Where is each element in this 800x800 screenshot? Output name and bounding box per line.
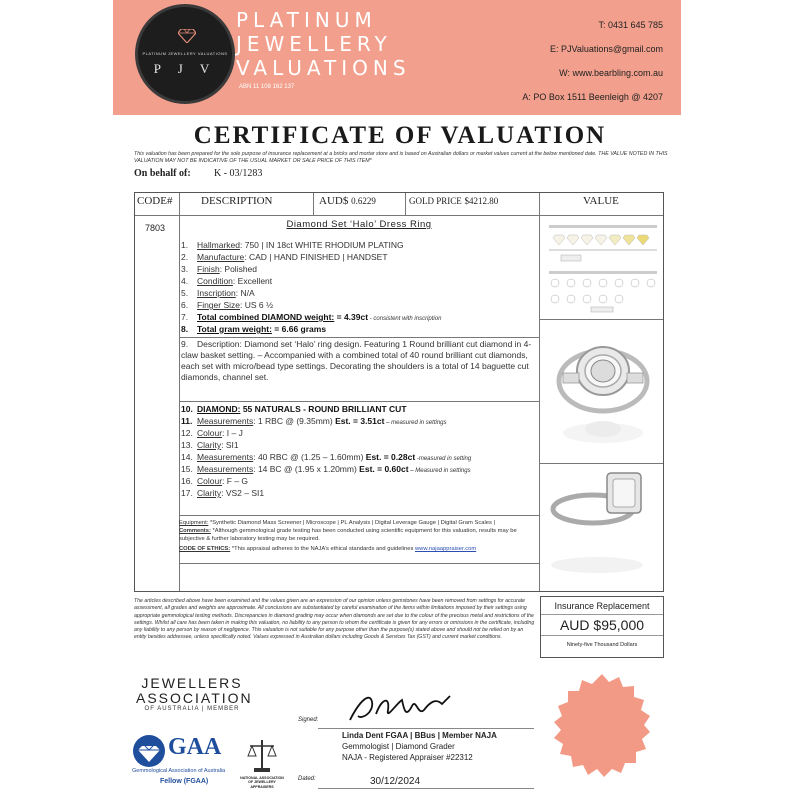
col-divider: [539, 193, 540, 591]
dated-label: Dated:: [298, 776, 316, 782]
jewellers-association-logo: [136, 675, 253, 712]
list-item: 11. Measurements: 1 RBC @ (9.35mm) Est. = 3.51ct – measured in settings: [181, 416, 447, 426]
list-item: 13. Clarity: SI1: [181, 440, 239, 450]
list-item: 2. Manufacture: CAD | HAND FINISHED | HANDSET: [181, 252, 388, 262]
list-item: 16. Colour: F – G: [181, 476, 249, 486]
gold-value: $4212.80: [464, 196, 499, 206]
insurance-label: Insurance Replacement: [554, 601, 650, 611]
header-banner: [113, 0, 681, 115]
list-item: 14. Measurements: 40 RBC @ (1.25 – 1.60mm) Est. = 0.28ct -measured in setting: [181, 452, 472, 462]
value-divider: [539, 319, 663, 320]
aud-label: AUD$: [319, 195, 349, 207]
brand-line-3: VALUATIONS: [236, 56, 411, 80]
list-item: 7. Total combined DIAMOND weight: = 4.39ct - consistent with inscription: [181, 312, 442, 322]
list-item: 10. DIAMOND: 55 NATURALS - ROUND BRILLIANT CUT: [181, 404, 407, 414]
ja-line-3: OF AUSTRALIA | MEMBER: [144, 706, 240, 712]
section-divider: [179, 401, 539, 402]
gaa-fellow: Fellow (FGAA): [160, 778, 209, 785]
aud-value: 0.6229: [351, 196, 376, 206]
valuation-date: 30/12/2024: [370, 776, 421, 787]
behalf-label: On behalf of:: [134, 168, 191, 179]
brand-line-1: PLATINUM: [236, 8, 377, 32]
comments-note: Comments: *Although gemmological grade testing has been conducted using scientific equipment for this valuation, results may be subjective & further laboratory testing may be required.: [179, 528, 517, 542]
section-divider: [179, 563, 539, 564]
seal-stamp-icon: [546, 672, 658, 784]
contact-address: A: PO Box 1511 Beenleigh @ 4207: [522, 92, 663, 102]
signed-label: Signed:: [298, 717, 319, 723]
section-divider: [179, 515, 539, 516]
logo-small-text: PLATINUM JEWELLERY VALUATIONS: [142, 51, 228, 56]
header-aud: [319, 195, 376, 207]
ja-line-1: JEWELLERS: [141, 675, 243, 691]
header-gold: [409, 195, 498, 207]
abn-number: ABN 11 108 162 137: [239, 84, 295, 90]
disclaimer-text: The articles described above have been examined and the values given are an expression of our opinion unless gemstones have been removed from settings for accurate assessment, all grades and weights are approximate. All conclusions are substantiated by careful examination of the items within limitations imposed by their settings using appropriate gemmological testing methods. Discrepancies in diamond grading may occur when diamonds are set due to the colour of the precious metal and restrictions of the settings. Whilst all care has been taken in making this valuation, no liability to any person to whom the certificate is given for any errors or omissions in the certificate, including any liability to any person by reason of negligence. This valuation is not suitable for any purpose other than the purpose(s) stated above and should not be relied on by an entity besides addressee, unless specifically noted. Values expressed in Australian dollars including Goods & Services Tax (GST) and current market conditions.: [134, 598, 535, 641]
brand-line-2: JEWELLERY: [236, 32, 392, 56]
header-divider: [135, 215, 663, 216]
list-item: 15. Measurements: 14 BC @ (1.95 x 1.20mm) Est. = 0.60ct – Measured in settings: [181, 464, 471, 474]
signer-name: Linda Dent FGAA | BBus | Member NAJA: [342, 731, 497, 740]
intro-text: This valuation has been prepared for the sole purpose of insurance replacement at a bricks and mortar store and is based on Australian dollars or market values current at the below mentioned date. THE VALUE NOTED IN THIS VALUATION MAY NOT BE INDICATIVE OF THE USUAL MARKET OR SALE PRICE OF THIS ITEM*: [134, 151, 668, 164]
equipment-note: Equipment: *Synthetic Diamond Mass Screener | Microscope | PL Analysis | Digital Leverage Gauge | Digital Gram Scales |: [179, 520, 495, 526]
list-item: 8. Total gram weight: = 6.66 grams: [181, 324, 327, 334]
list-item: 17. Clarity: VS2 – SI1: [181, 488, 265, 498]
naja-sub: NATIONAL ASSOCIATION OF JEWELLERY APPRAISERS: [240, 776, 284, 789]
item-title: Diamond Set ‘Halo’ Dress Ring: [286, 219, 432, 230]
naja-link[interactable]: www.najaappraiser.com: [414, 546, 477, 552]
pjv-logo: [135, 4, 235, 104]
signer-role-1: Gemmologist | Diamond Grader: [342, 742, 455, 751]
insurance-words: Ninety-five Thousand Dollars: [566, 642, 638, 648]
list-item: 3. Finish: Polished: [181, 264, 258, 274]
contact-email[interactable]: E: PJValuations@gmail.com: [549, 44, 663, 54]
col-divider: [405, 193, 406, 215]
grading-scale-chart: [541, 219, 665, 315]
behalf-value: K - 03/1283: [214, 168, 263, 179]
signature-graphic: [346, 690, 456, 728]
list-item: 4. Condition: Excellent: [181, 276, 273, 286]
signer-role-2: NAJA - Registered Appraiser #22312: [342, 753, 473, 762]
list-item: 12. Colour: I – J: [181, 428, 243, 438]
date-line: [318, 788, 534, 789]
col-divider: [313, 193, 314, 215]
gold-label: GOLD PRICE: [409, 196, 462, 206]
signature-line: [318, 728, 534, 729]
ring-photo-top: [541, 321, 665, 461]
gaa-gem-icon: [132, 734, 166, 768]
diamond-icon: [178, 29, 196, 43]
list-item: 1. Hallmarked: 750 | IN 18ct WHITE RHODIUM PLATING: [181, 240, 404, 250]
item-code: 7803: [145, 223, 166, 233]
contact-phone: T: 0431 645 785: [598, 20, 663, 30]
brand-name: [236, 8, 411, 80]
valuation-table: [134, 192, 664, 592]
ring-photo-side: [541, 465, 665, 591]
ethics-note: CODE OF ETHICS: *This appraisal adheres to the NAJA’s ethical standards and guidelines www.najaappraiser.com: [179, 546, 477, 552]
gaa-sub: Gemmological Association of Australia: [132, 768, 226, 774]
certificate-title: CERTIFICATE OF VALUATION: [193, 122, 607, 149]
ja-line-2: ASSOCIATION: [136, 690, 253, 706]
logo-letters: P J V: [153, 61, 217, 76]
section-divider: [179, 337, 539, 338]
scales-icon: [246, 738, 278, 774]
gaa-logo: [130, 732, 240, 792]
header-code: CODE#: [137, 195, 173, 207]
header-value: VALUE: [583, 195, 619, 207]
value-divider: [539, 463, 663, 464]
list-item-description: 9. Description: Diamond set ‘Halo’ ring design. Featuring 1 Round brilliant cut diamond in 4-claw basket setting. – Accompanied with a combined total of 40 round brilliant cut diamonds, each set with micro/bead type settings. Decorating the shoulders is a total of 14 baguette cut diamonds, channel set.: [181, 339, 532, 382]
naja-logo: [240, 738, 284, 794]
insurance-box: [540, 596, 664, 658]
list-item: 5. Inscription: N/A: [181, 288, 255, 298]
list-item: 6. Finger Size: US 6 ½: [181, 300, 274, 310]
contact-web[interactable]: W: www.bearbling.com.au: [559, 68, 663, 78]
insurance-amount: AUD $95,000: [541, 614, 663, 636]
gaa-name: GAA: [168, 734, 222, 760]
header-description: DESCRIPTION: [201, 195, 273, 207]
